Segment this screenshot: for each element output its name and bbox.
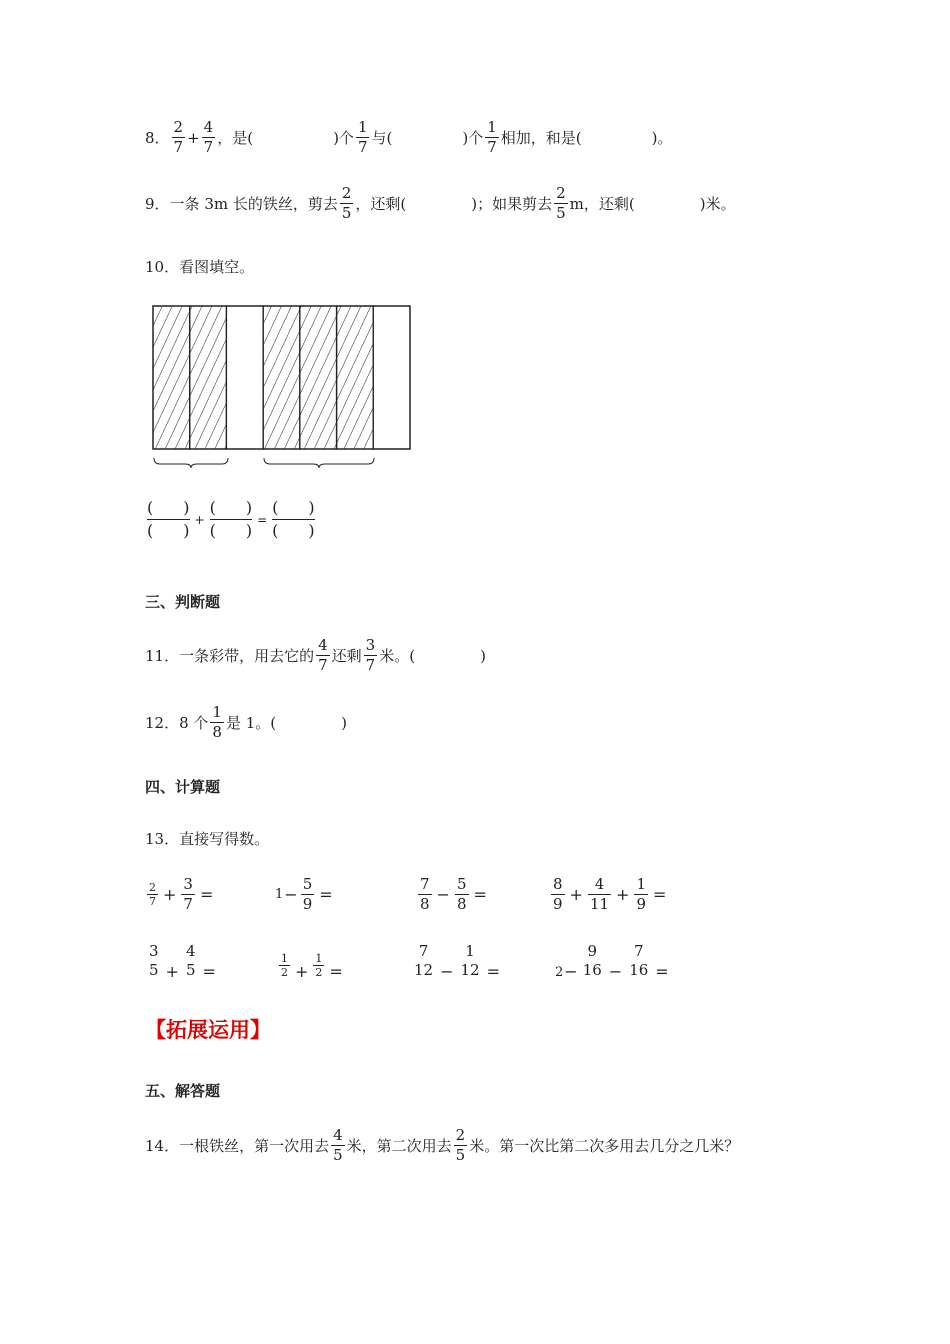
q12-text: 8 个 [179, 714, 209, 732]
q10-text: 看图填空。 [179, 258, 255, 276]
q11-text: 一条彩带，用去它的 [179, 647, 315, 665]
q8-text: 相加，和是( [500, 129, 582, 147]
extension-heading: 【拓展运用】 [145, 1018, 271, 1042]
q13-text: 直接写得数。 [179, 830, 270, 848]
question-11 [145, 638, 486, 673]
fraction: $\frac{1}{7}$ [487, 118, 497, 156]
q8-text: ，是( [217, 129, 254, 147]
plus-sign: + [194, 512, 205, 527]
equals-sign: = [257, 512, 268, 527]
q9-number: 9． [145, 195, 170, 213]
strip-columns [153, 306, 410, 449]
question-13 [145, 828, 269, 849]
fraction: $\frac{1}{7}$ [357, 118, 368, 156]
q9-text: 一条 3m 长的铁丝，剪去 [169, 195, 338, 213]
calc-1d: $\frac{8}{9}$ + $\frac{4}{11}$ + $\frac{1}{9}$ = [553, 875, 667, 913]
q9-text: m，还剩( [569, 195, 635, 213]
q10-number: 10． [145, 258, 180, 276]
calc-1a: $\frac{2}{7}$ + $\frac{3}{7}$ = [149, 875, 214, 913]
q13-number: 13． [145, 830, 180, 848]
fraction: $\frac{4}{7}$ [203, 118, 214, 156]
brace-right [264, 458, 374, 468]
fraction: $\frac{1}{9}$ [636, 875, 646, 913]
fraction: $\frac{2}{5}$ [341, 184, 352, 222]
q8-text: )个 [462, 129, 484, 147]
calc-2a: 3 5 + 4 5 = [149, 941, 216, 981]
fraction: $\frac{2}{7}$ [149, 881, 156, 908]
fraction: $\frac{7}{8}$ [420, 875, 430, 913]
q11-text: 还剩 [331, 647, 362, 665]
fraction: 7 16 [629, 941, 649, 979]
question-10 [145, 256, 254, 277]
q11-number: 11． [145, 647, 180, 665]
fraction: $\frac{2}{5}$ [556, 184, 566, 222]
calc-1c: $\frac{7}{8}$ − $\frac{5}{8}$ = [420, 875, 487, 913]
fraction: $\frac{5}{8}$ [456, 875, 467, 913]
q8-number: 8． [145, 129, 170, 147]
q12-number: 12． [145, 714, 180, 732]
fraction: $\frac{4}{5}$ [333, 1126, 343, 1164]
question-8 [145, 120, 672, 155]
fraction: 1 12 [460, 941, 480, 979]
q9-text: )；如果剪去 [471, 195, 553, 213]
fraction: $\frac{3}{7}$ [365, 636, 376, 674]
shaded-column [153, 306, 190, 449]
section-heading-calculation: 四、计算题 [145, 778, 221, 796]
q14-text: 一根铁丝，第一次用去 [179, 1137, 330, 1155]
question-12 [145, 705, 347, 740]
q8-text: )个 [333, 129, 354, 147]
fraction: 9 16 [582, 941, 602, 979]
fraction: $\frac{1}{8}$ [212, 703, 222, 741]
blank-column [373, 306, 410, 449]
fraction: $\frac{4}{11}$ [589, 875, 610, 913]
blank-column [226, 306, 263, 449]
section-heading-judgement: 三、判断题 [145, 593, 221, 611]
fraction: $\frac{4}{7}$ [318, 636, 328, 674]
shaded-column [337, 306, 374, 449]
q11-text: 米。( [379, 647, 416, 665]
q9-text: )米。 [699, 195, 736, 213]
brace-left [154, 458, 228, 468]
fraction: $\frac{3}{7}$ [183, 875, 193, 913]
q8-text: )。 [651, 129, 673, 147]
blank-fraction[interactable]: $\frac{( )}{( )}$ [209, 498, 253, 540]
blank-fraction[interactable]: $\frac{( )}{( )}$ [272, 498, 315, 540]
q9-text: ，还剩( [355, 195, 407, 213]
calc-1b: 1 − $\frac{5}{9}$ = [275, 875, 333, 913]
calc-2c: 7 12 − 1 12 = [414, 941, 500, 981]
fraction: $\frac{1}{2}$ [281, 952, 288, 979]
fraction: $\frac{5}{9}$ [302, 875, 313, 913]
fraction: $\frac{2}{5}$ [455, 1126, 466, 1164]
q12-text: ) [341, 713, 347, 732]
shaded-column [300, 306, 337, 449]
calc-2d: 2 − 9 16 − 7 16 = [555, 941, 669, 981]
q10-equation [145, 500, 317, 539]
q14-number: 14． [145, 1137, 180, 1155]
plus-sign: + [187, 128, 200, 147]
q12-text: 是 1。( [225, 714, 277, 732]
fraction: 3 5 [149, 941, 159, 979]
blank-fraction[interactable]: $\frac{( )}{( )}$ [147, 498, 190, 540]
q11-text: ) [480, 646, 486, 665]
shaded-column [190, 306, 227, 449]
q8-text: 与( [371, 129, 393, 147]
question-9 [145, 186, 736, 221]
section-heading-answers: 五、解答题 [145, 1082, 221, 1100]
question-14 [145, 1128, 739, 1163]
fraction: 7 12 [414, 941, 434, 979]
shaded-column [263, 306, 300, 449]
fraction: 4 5 [185, 941, 196, 979]
shaded-strip-figure [145, 300, 420, 475]
fraction: $\frac{1}{2}$ [315, 952, 323, 979]
q14-text: 米。第一次比第二次多用去几分之几米？ [469, 1137, 740, 1155]
fraction: $\frac{8}{9}$ [553, 875, 563, 913]
fraction: $\frac{2}{7}$ [173, 118, 184, 156]
q14-text: 米，第二次用去 [346, 1137, 452, 1155]
calc-2b: $\frac{1}{2}$ + $\frac{1}{2}$ = [281, 952, 343, 981]
